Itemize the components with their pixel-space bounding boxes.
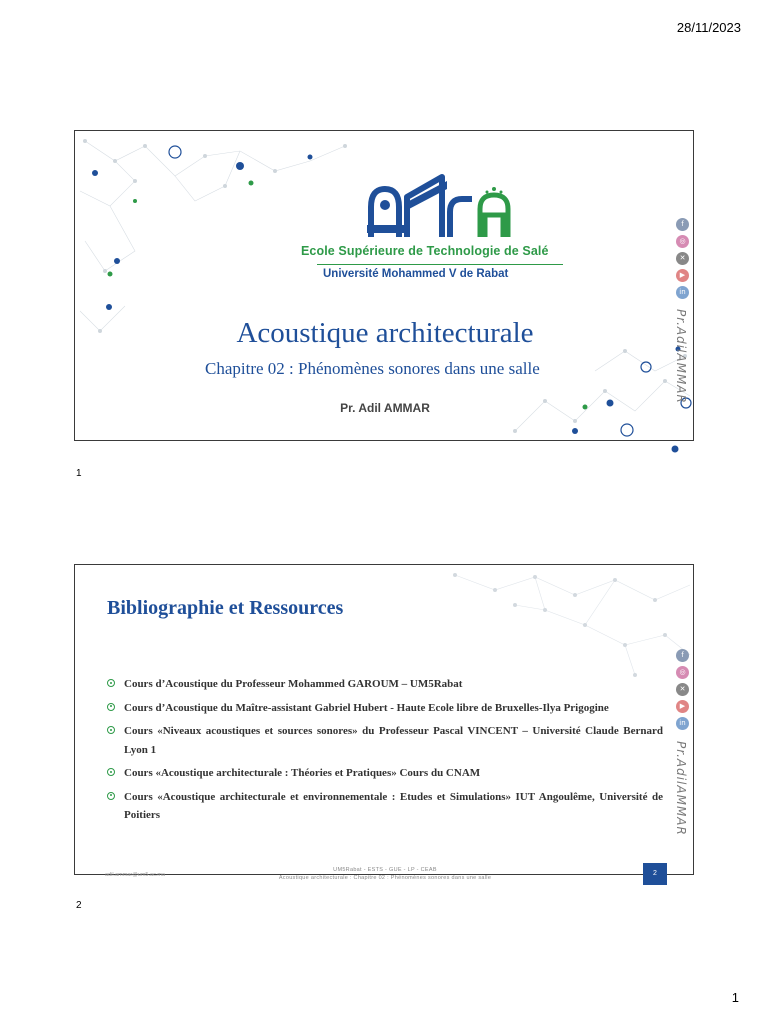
list-item: Cours «Niveaux acoustiques et sources sonores» du Professeur Pascal VINCENT – Université Claude Bernard Lyon 1 (107, 722, 663, 759)
footer-email: adil.ammar@um5.ac.ma (105, 872, 165, 878)
list-item: Cours «Acoustique architecturale : Théories et Pratiques» Cours du CNAM (107, 764, 663, 783)
youtube-icon[interactable]: ▶ (676, 700, 689, 713)
slide-number: 2 (76, 900, 82, 911)
university-name: Université Mohammed V de Rabat (323, 268, 509, 280)
youtube-icon[interactable]: ▶ (676, 269, 689, 282)
slide-number: 1 (76, 468, 82, 479)
facebook-icon[interactable]: f (676, 218, 689, 231)
vertical-brand: Pr.AdilAMMAR (674, 309, 688, 404)
school-name: Ecole Supérieure de Technologie de Salé (301, 244, 549, 258)
slide-heading: Bibliographie et Ressources (107, 597, 344, 619)
list-item: Cours d’Acoustique du Professeur Mohammed GAROUM – UM5Rabat (107, 675, 663, 694)
linkedin-icon[interactable]: in (676, 717, 689, 730)
slide-page-badge: 2 (643, 863, 667, 885)
list-item: Cours «Acoustique architecturale et environnementale : Etudes et Simulations» IUT Angoulême, Université de Poitiers (107, 788, 663, 825)
bullet-icon (107, 726, 115, 734)
page-number: 1 (731, 990, 739, 1005)
instagram-icon[interactable]: ◎ (676, 666, 689, 679)
slide-title-text: Acoustique architecturale (236, 317, 534, 349)
print-date: 28/11/2023 (676, 20, 741, 35)
slide-title (74, 130, 694, 441)
bullet-icon (107, 679, 115, 687)
vertical-brand: Pr.AdilAMMAR (674, 741, 688, 836)
chapter-subtitle: Chapitre 02 : Phénomènes sonores dans une salle (205, 359, 540, 378)
footer-line-2: Acoustique architecturale : Chapitre 02 : Phénomènes sonores dans une salle (278, 875, 492, 881)
x-icon[interactable]: ✕ (676, 683, 689, 696)
bullet-icon (107, 792, 115, 800)
footer-line-1: UM5Rabat - ESTS - GUE - LP - CEAB (333, 867, 437, 873)
instagram-icon[interactable]: ◎ (676, 235, 689, 248)
list-item: Cours d’Acoustique du Maître-assistant Gabriel Hubert - Haute Ecole libre de Bruxelles-Ilya Prigogine (107, 699, 663, 718)
linkedin-icon[interactable]: in (676, 286, 689, 299)
logo-divider (317, 264, 563, 265)
bullet-icon (107, 768, 115, 776)
facebook-icon[interactable]: f (676, 649, 689, 662)
x-icon[interactable]: ✕ (676, 252, 689, 265)
bullet-icon (107, 703, 115, 711)
slide-bibliography (74, 564, 694, 881)
bibliography-list (107, 675, 663, 830)
author-name: Pr. Adil AMMAR (340, 401, 430, 415)
